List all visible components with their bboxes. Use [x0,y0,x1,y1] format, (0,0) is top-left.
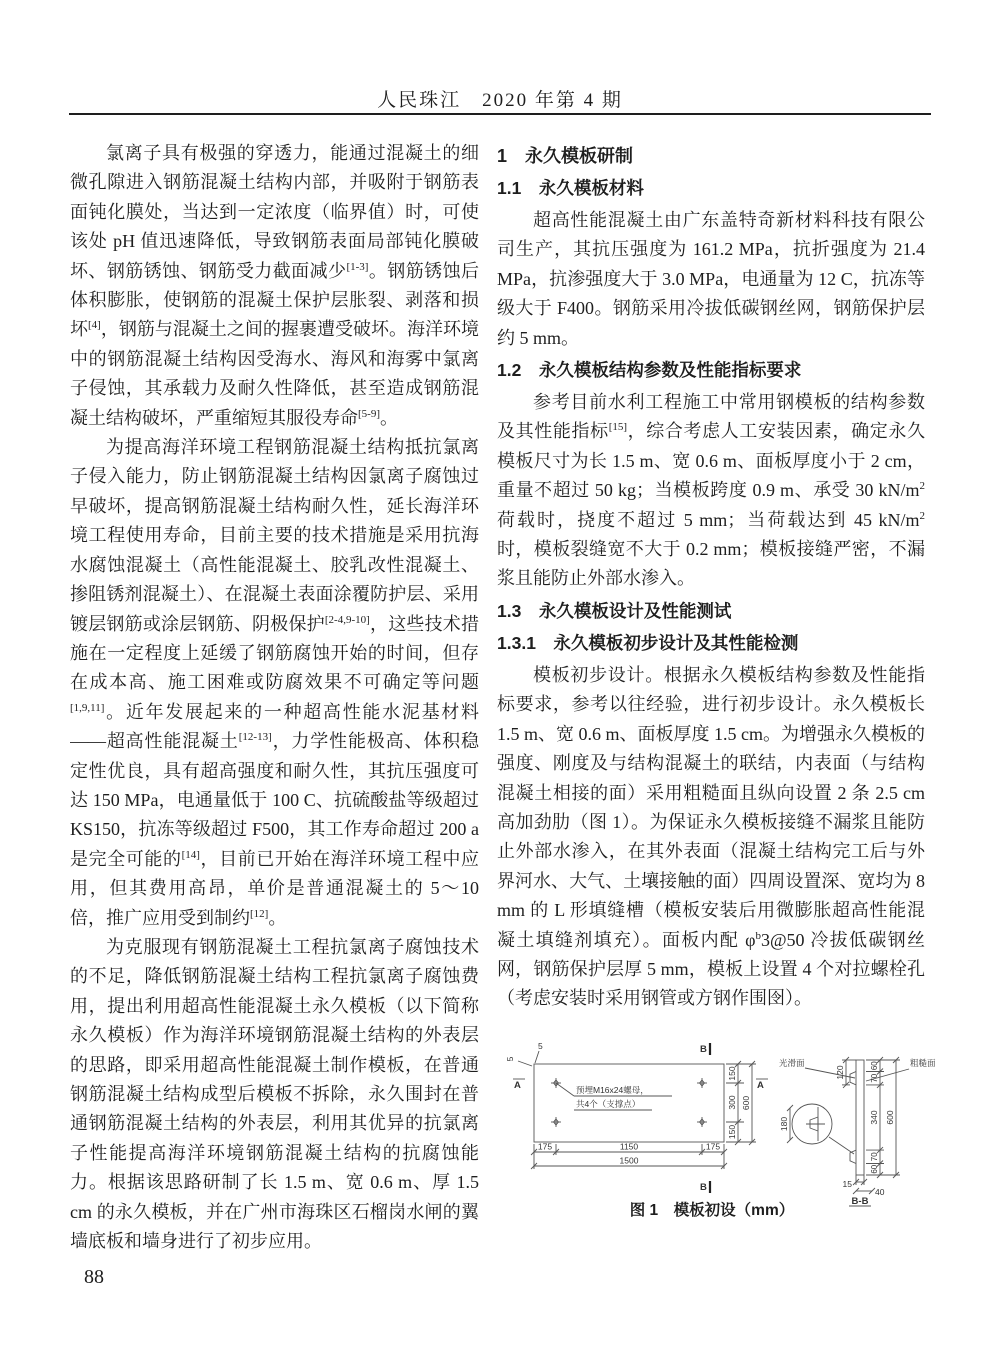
dim-600-plan: 600 [741,1095,751,1111]
dim-1150: 1150 [619,1141,639,1152]
dim-175-right: 175 [705,1141,721,1152]
header-rule [69,113,931,115]
section-mark-a-right: A [757,1080,764,1091]
section-name-bb: B-B [851,1196,869,1207]
dim-15: 15 [842,1179,852,1189]
dim-300: 300 [727,1095,737,1110]
dim-175-left: 175 [537,1141,553,1152]
dim-180: 180 [779,1116,789,1132]
plan-note-line1: 预埋M16x24螺母， [576,1085,649,1095]
section-mark-b-top: B [700,1044,707,1055]
paragraph-proposal: 为克服现有钢筋混凝土工程抗氯离子腐蚀技术的不足，降低钢筋混凝土结构工程抗氯离子腐蚀费用，提出利用超高性能混凝土永久模板（以下简称永久模板）作为海洋环境钢筋混凝土结构的外表层的思路，即采用超高性能混凝土制作模板，在普通钢筋混凝土结构成型后模板不拆除，永久围封在普通钢筋混凝土结构的外表层，利用其优异的抗氯离子性能提高海洋环境钢筋混凝土结构的抗腐蚀能力。根据该思路研制了长 1.5 m、宽 0.6 m、厚 1.5 cm 的永久模板，并在广州市海珠区石榴岗水闸的翼墙底板和墙身进行了初步应用。 [70,936,479,1252]
paragraph-initial-design: 模板初步设计。根据永久模板结构参数及性能指标要求，参考以往经验，进行初步设计。永久模板长 1.5 m、宽 0.6 m、面板厚度 1.5 cm。为增强永久模板的强度、刚度及与结构混凝土的联结，内表面（与结构混凝土相接的面）采用粗糙面且纵向设置 2 条 2.5 cm 高加劲肋（图 1）。为保证永久模板接缝不漏浆且能防止外部水渗入，在其外表面（混凝土结构完工后与外界河水、大气、土壤接触的面）四周设置深、宽均为 8 mm 的 L 形填缝槽（模板安装后用微膨胀超高性能混凝土填缝剂填充）。面板内配 $\varphi^b3@50$ 冷拔低碳钢丝网，钢筋保护层厚 5 mm，模板上设置 4 个对拉螺栓孔（考虑安装时采用钢管或方钢作围囹）。 [497,664,925,1009]
dim-600-section: 600 [885,1110,895,1125]
dim-5-top: 5 [538,1041,543,1051]
dim-150-top: 150 [727,1066,737,1081]
section-heading-1-3-1: 1.3.1 永久模板初步设计及其性能检测 [497,632,799,653]
dim-120: 120 [835,1065,845,1080]
formwork-drawing [498,1038,958,1208]
dim-5-left: 5 [505,1056,515,1062]
dim-40: 40 [875,1187,885,1197]
dim-1500: 1500 [619,1155,639,1166]
dim-70-top: 70 [870,1073,879,1083]
journal-header [0,85,1000,112]
section-heading-1-1: 1.1 永久模板材料 [497,178,644,198]
section-view-texts [779,1058,936,1207]
journal-title: 人民珠江 2020 年第 4 期 [377,90,623,111]
label-smooth-face: 光滑面 [779,1058,805,1068]
figure-1 [498,1038,958,1208]
section-heading-1: 1 永久模板研制 [497,146,634,166]
figure-caption: 图 1 模板初设（mm） [629,1202,795,1219]
section-heading-1-2: 1.2 永久模板结构参数及性能指标要求 [497,360,802,381]
section-mark-a-left: A [514,1080,521,1091]
dim-150-bottom: 150 [727,1124,737,1140]
paragraph-existing-measures: 为提高海洋环境工程钢筋混凝土结构抵抗氯离子侵入能力，防止钢筋混凝土结构因氯离子腐蚀过早破坏，提高钢筋混凝土结构耐久性，延长海洋环境工程使用寿命，目前主要的技术措施是采用抗海水腐蚀混凝土（高性能混凝土、胶乳改性混凝土、掺阻锈剂混凝土）、在混凝土表面涂覆防护层、采用镀层钢筋或涂层钢筋、阴极保护[2-4,9-10]，这些技术措施在一定程度上延缓了钢筋腐蚀开始的时间，但存在成本高、施工困难或防腐效果不可确定等问题[1,9,11]。近年发展起来的一种超高性能水泥基材料——超高性能混凝土[12-13]，力学性能极高、体积稳定性优良，具有超高强度和耐久性，其抗压强度可达 150 MPa，电通量低于 100 C、抗硫酸盐等级超过 KS150，抗冻等级超过 F500，其工作寿命超过 200 a 是完全可能的[14]，目前已开始在海洋环境工程中应用，但其费用高昂，单价是普通混凝土的 5～10 倍，推广应用受到制约[12]。 [70,437,479,928]
paragraph-chloride-intro: 氯离子具有极强的穿透力，能通过混凝土的细微孔隙进入钢筋混凝土结构内部，并吸附于钢筋表面钝化膜处，当达到一定浓度（临界值）时，可使该处 pH 值迅速降低，导致钢筋表面局部钝化膜破坏、钢筋锈蚀、钢筋受力截面减少[1-3]。钢筋锈蚀后体积膨胀，使钢筋的混凝土保护层胀裂、剥落和损坏[4]，钢筋与混凝土之间的握裹遭受破坏。海洋环境中的钢筋混凝土结构因受海水、海风和海雾中氯离子侵蚀，其承载力及耐久性降低，甚至造成钢筋混凝土结构破坏，严重缩短其服役寿命[5-9]。 [70,143,479,428]
paragraph-material: 超高性能混凝土由广东盖特奇新材料科技有限公司生产，其抗压强度为 161.2 MPa，抗折强度为 21.4 MPa，抗渗强度大于 3.0 MPa，电通量为 12 C，抗冻等级大于 F400。钢筋采用冷拔低碳钢丝网，钢筋保护层约 5 mm。 [497,210,925,348]
dim-60-bottom: 60 [870,1164,879,1174]
paragraph-parameters: 参考目前水利工程施工中常用钢模板的结构参数及其性能指标[15]，综合考虑人工安装因素，确定永久模板尺寸为长 1.5 m、宽 0.6 m、面板厚度小于 2 cm，重量不超过 50 kg；当模板跨度 0.9 m、承受 30 $kN/m^2$ 荷载时，挠度不超过 5 mm；当荷载达到 45 $kN/m^2$ 时，模板裂缝宽不大于 0.2 mm；模板接缝严密，不漏浆且能防止外部水渗入。 [497,392,925,589]
dim-340: 340 [869,1110,879,1125]
left-column [70,139,479,1261]
page-number: 88 [84,1266,104,1288]
dim-60-top: 60 [870,1061,879,1071]
section-mark-b-bottom: B [700,1182,707,1193]
right-column [497,139,925,1036]
label-rough-face: 粗糙面 [910,1058,936,1068]
plan-note-line2: 共4个（支撑点） [576,1099,641,1109]
section-heading-1-3: 1.3 永久模板设计及性能测试 [497,600,732,621]
dim-70-bottom: 70 [870,1152,879,1162]
